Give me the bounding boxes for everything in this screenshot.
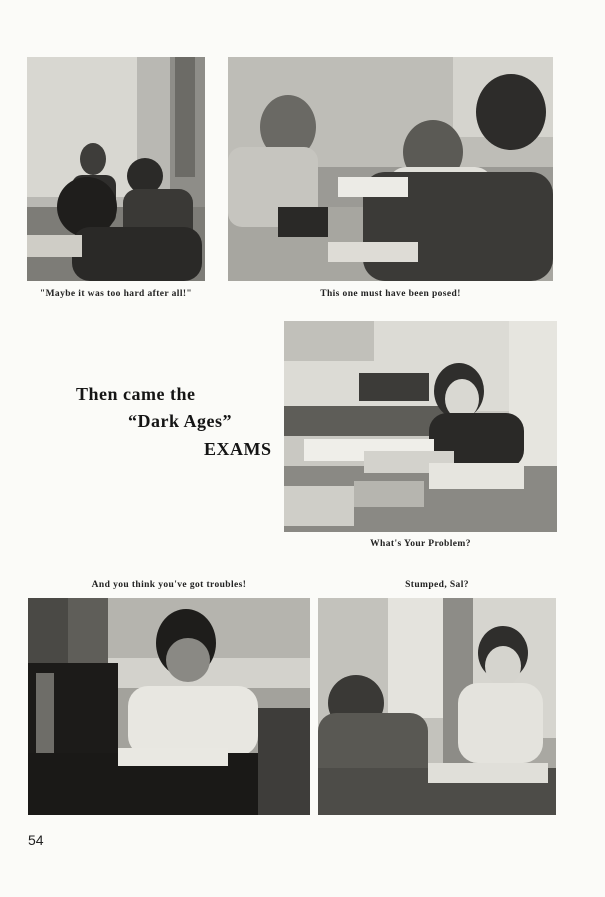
photo-teacher-at-desk — [28, 598, 310, 815]
photo-students-at-desks — [27, 57, 205, 281]
headline-line-3: EXAMS — [204, 439, 272, 459]
caption-photo-2: This one must have been posed! — [320, 289, 461, 299]
photo-student-with-glasses — [284, 321, 557, 532]
headline-line-2: “Dark Ages” — [128, 411, 232, 431]
headline-line-1: Then came the — [76, 384, 196, 404]
caption-photo-5: Stumped, Sal? — [405, 580, 469, 590]
page-number: 54 — [28, 832, 44, 848]
photo-students-hands-on-faces — [318, 598, 556, 815]
caption-photo-4: And you think you've got troubles! — [91, 580, 247, 590]
photo-students-studying — [228, 57, 553, 281]
caption-photo-3: What's Your Problem? — [370, 539, 471, 549]
caption-photo-1: "Maybe it was too hard after all!" — [39, 289, 193, 299]
